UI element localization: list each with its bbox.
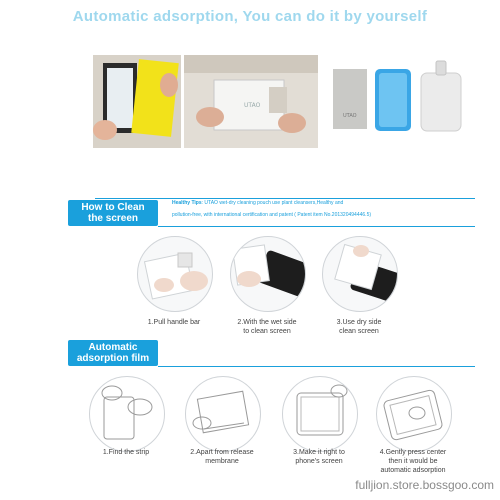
film-step-2-image [185, 376, 261, 452]
divider-line [158, 366, 475, 367]
healthy-tips-patent: ( Patent item No.201320494446.5) [294, 212, 372, 218]
film-step-1-image [89, 376, 165, 452]
section-label-film-line1: Automatic [88, 342, 138, 353]
clean-step-2-caption [222, 318, 312, 336]
film-step-4-line2: then it would be [388, 458, 438, 465]
film-step-3-image [282, 376, 358, 452]
svg-text:UTAO: UTAO [343, 113, 357, 119]
healthy-tips-title: Healthy Tips [172, 200, 202, 206]
healthy-tips-second [172, 212, 371, 219]
clean-step-2-line2: to clean screen [243, 328, 291, 335]
photo-cleaning-pouch [184, 55, 318, 148]
film-step-3-caption [274, 448, 364, 466]
film-step-2-caption [177, 448, 267, 466]
film-step-4-image [376, 376, 452, 452]
film-step-4-caption [368, 448, 458, 475]
clean-step-3-line2: clean screen [339, 328, 379, 335]
healthy-tips-line1: : UTAO wet-dry cleaning pouch use plant cleansers,Healthy and [201, 200, 344, 206]
film-step-2-line2: membrane [205, 458, 239, 465]
watermark: fulljion.store.bossgoo.com [355, 478, 494, 492]
svg-text:UTAO: UTAO [244, 102, 261, 109]
film-step-4-line3: automatic adsorption [380, 467, 446, 474]
clean-step-1-caption [129, 318, 219, 327]
healthy-tips [172, 200, 343, 207]
film-step-4-line1: 4.Gently press center [379, 449, 447, 456]
clean-step-1-image [137, 236, 213, 312]
section-label-clean-line1: How to Clean [81, 202, 145, 213]
clean-step-3-caption [314, 318, 404, 336]
divider-line [95, 198, 475, 199]
film-step-1-caption [81, 448, 171, 457]
film-step-3-line2: phone's screen [295, 458, 343, 465]
section-label-clean-line2: the screen [87, 213, 139, 224]
film-step-1-line1: 1.Find the strip [102, 449, 150, 456]
photo-film-package [93, 55, 181, 148]
section-label-clean [68, 200, 158, 226]
photo-accessories [323, 55, 473, 148]
section-label-film [68, 340, 158, 366]
section-label-film-line2: adsorption film [76, 353, 150, 364]
healthy-tips-line2: pollution-free, with international certification and patent [172, 212, 293, 218]
film-step-2-line1: 2.Apart from release [190, 449, 254, 456]
clean-step-3-line1: 3.Use dry side [336, 319, 382, 326]
film-step-3-line1: 3.Make it right to [293, 449, 345, 456]
divider-line [158, 226, 475, 227]
clean-step-2-line1: 2.With the wet side [237, 319, 297, 326]
page-title: Automatic adsorption, You can do it by yourself [72, 8, 428, 25]
clean-step-3-image [322, 236, 398, 312]
clean-step-2-image [230, 236, 306, 312]
clean-step-1-line1: 1.Pull handle bar [147, 319, 201, 326]
